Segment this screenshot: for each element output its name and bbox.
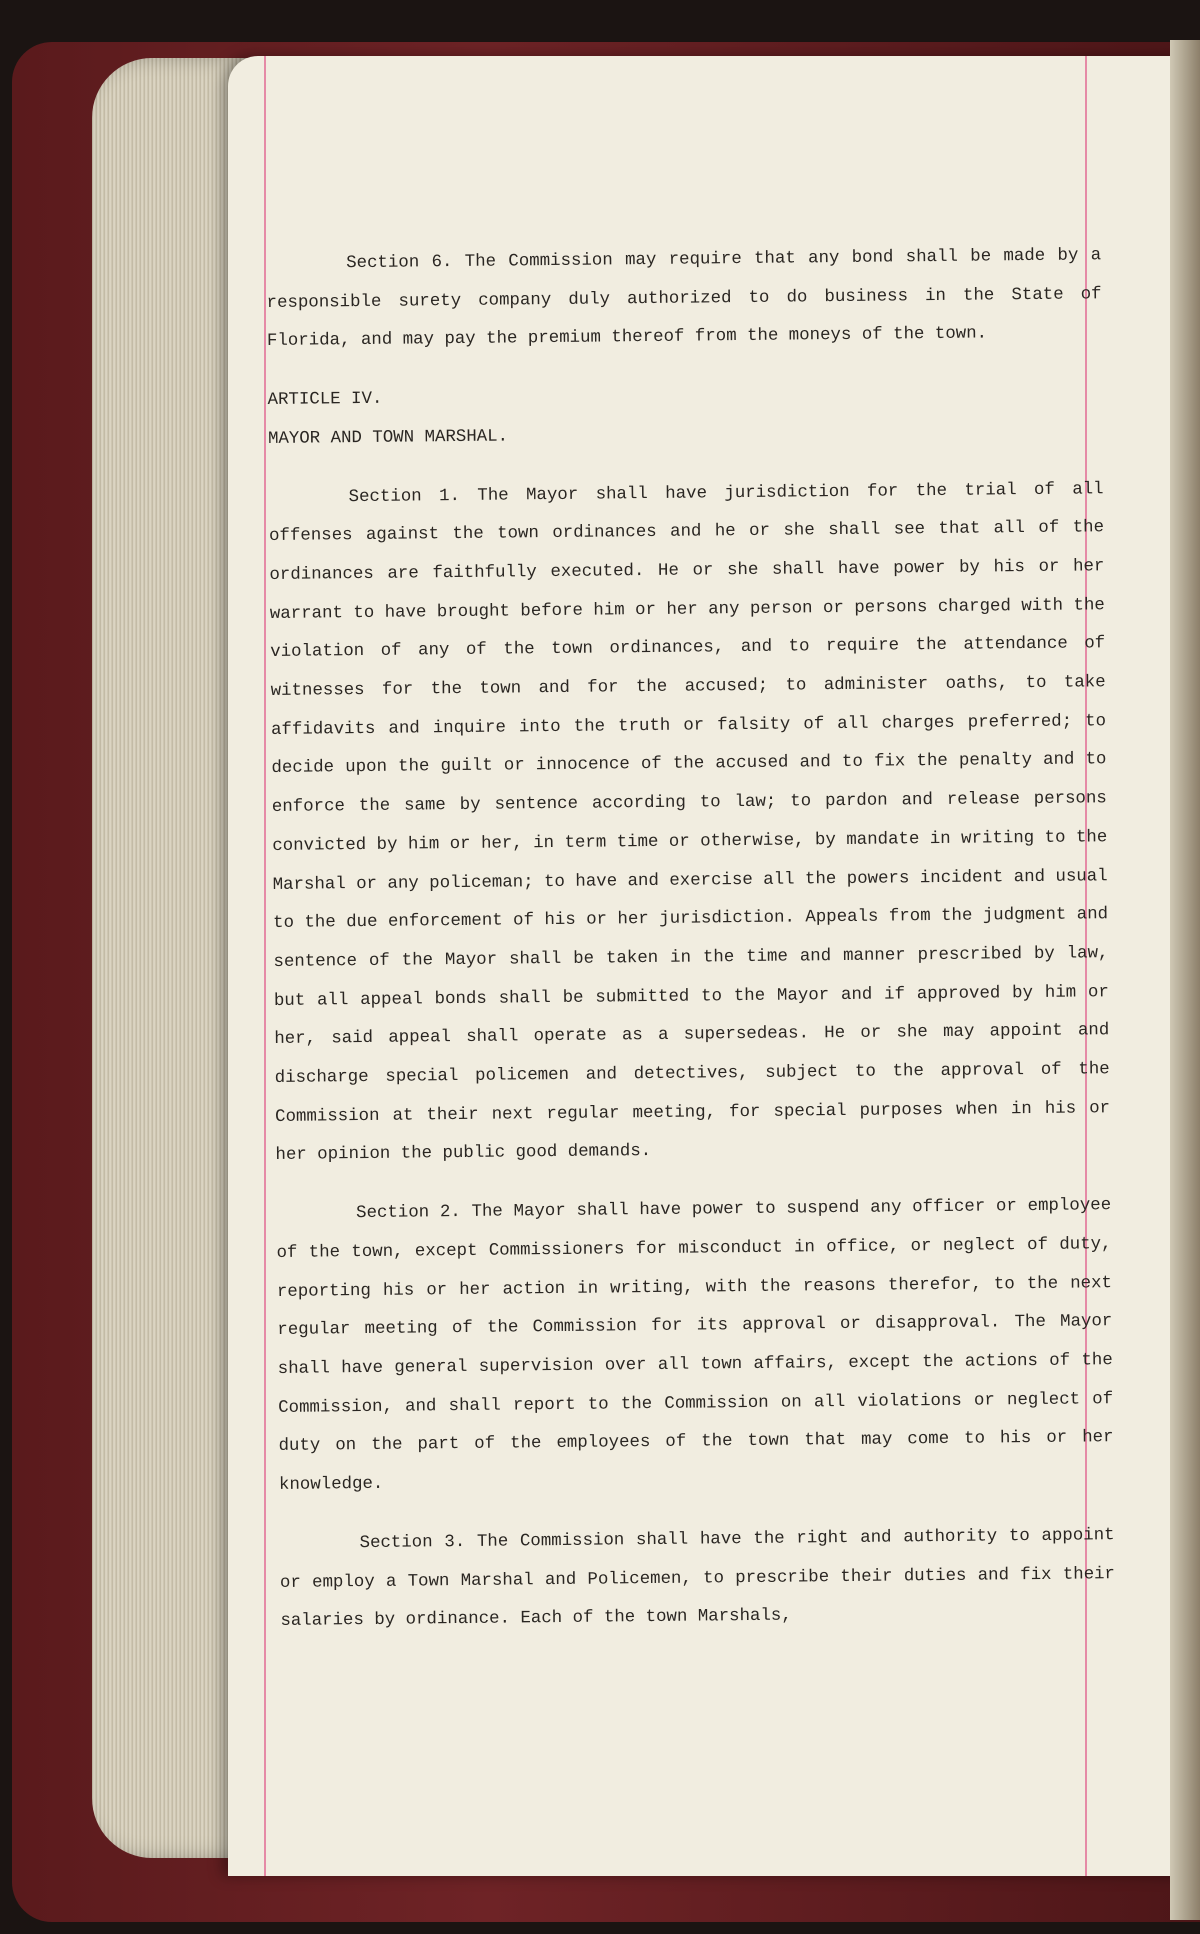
section-6: Section 6. The Commission may require that any bond shall be made by a responsible surety company duly authorized to do business in the State of Florida, and may pay the premium thereof from the moneys of the town. [266,246,1102,352]
page-text [266,237,1116,1642]
facing-page-edge [1170,40,1200,1920]
article-subtitle: MAYOR AND TOWN MARSHAL. [267,427,509,449]
section-1: Section 1. The Mayor shall have jurisdiction for the trial of all offenses against the town ordinances and he or she shall see that all of the ordinances are faithfully executed. He or she shall have power by his or her warrant to have brought before him or her any person or persons charged with the violation of any of the town ordinances, and to require the attendance of witnesses for the town and for the accused; to administer oaths, to take affidavits and inquire into the truth or falsity of all charges preferred; to decide upon the guilt or innocence of the accused and to fix the penalty and to enforce the same by sentence according to law; to pardon and release persons convicted by him or her, in term time or otherwise, by mandate in writing to the Marshal or any policeman; to have and exercise all the powers incident and usual to the due enforcement of his or her jurisdiction. Appeals from the judgment and sentence of the Mayor shall be taken in the time and manner prescribed by law, but all appeal bonds shall be submitted to the Mayor and if approved by him or her, said appeal shall operate as a supersedeas. He or she may appoint and discharge special policemen and detectives, subject to the approval of the Commission at their next regular meeting, for special purposes when in his or her opinion the public good demands. [268,479,1111,1166]
article-title: ARTICLE IV. [267,389,383,411]
section-2: Section 2. The Mayor shall have power to suspend any officer or employee of the town, except Commissioners for misconduct in office, or neglect of duty, reporting his or her action in writing, with the reasons therefor, to the next regular meeting of the Commission for its approval or disapproval. The Mayor shall have general supervision over all town affairs, except the actions of the Commission, and shall report to the Commission on all violations or neglect of duty on the part of the employees of the town that may come to his or her knowledge. [276,1196,1114,1496]
section-3: Section 3. The Commission shall have the right and authority to appoint or employ a Town Marshal and Policemen, to prescribe their duties and fix their salaries by ordinance. Each of the town Marshals, [279,1525,1116,1632]
left-margin-line [264,56,266,1876]
